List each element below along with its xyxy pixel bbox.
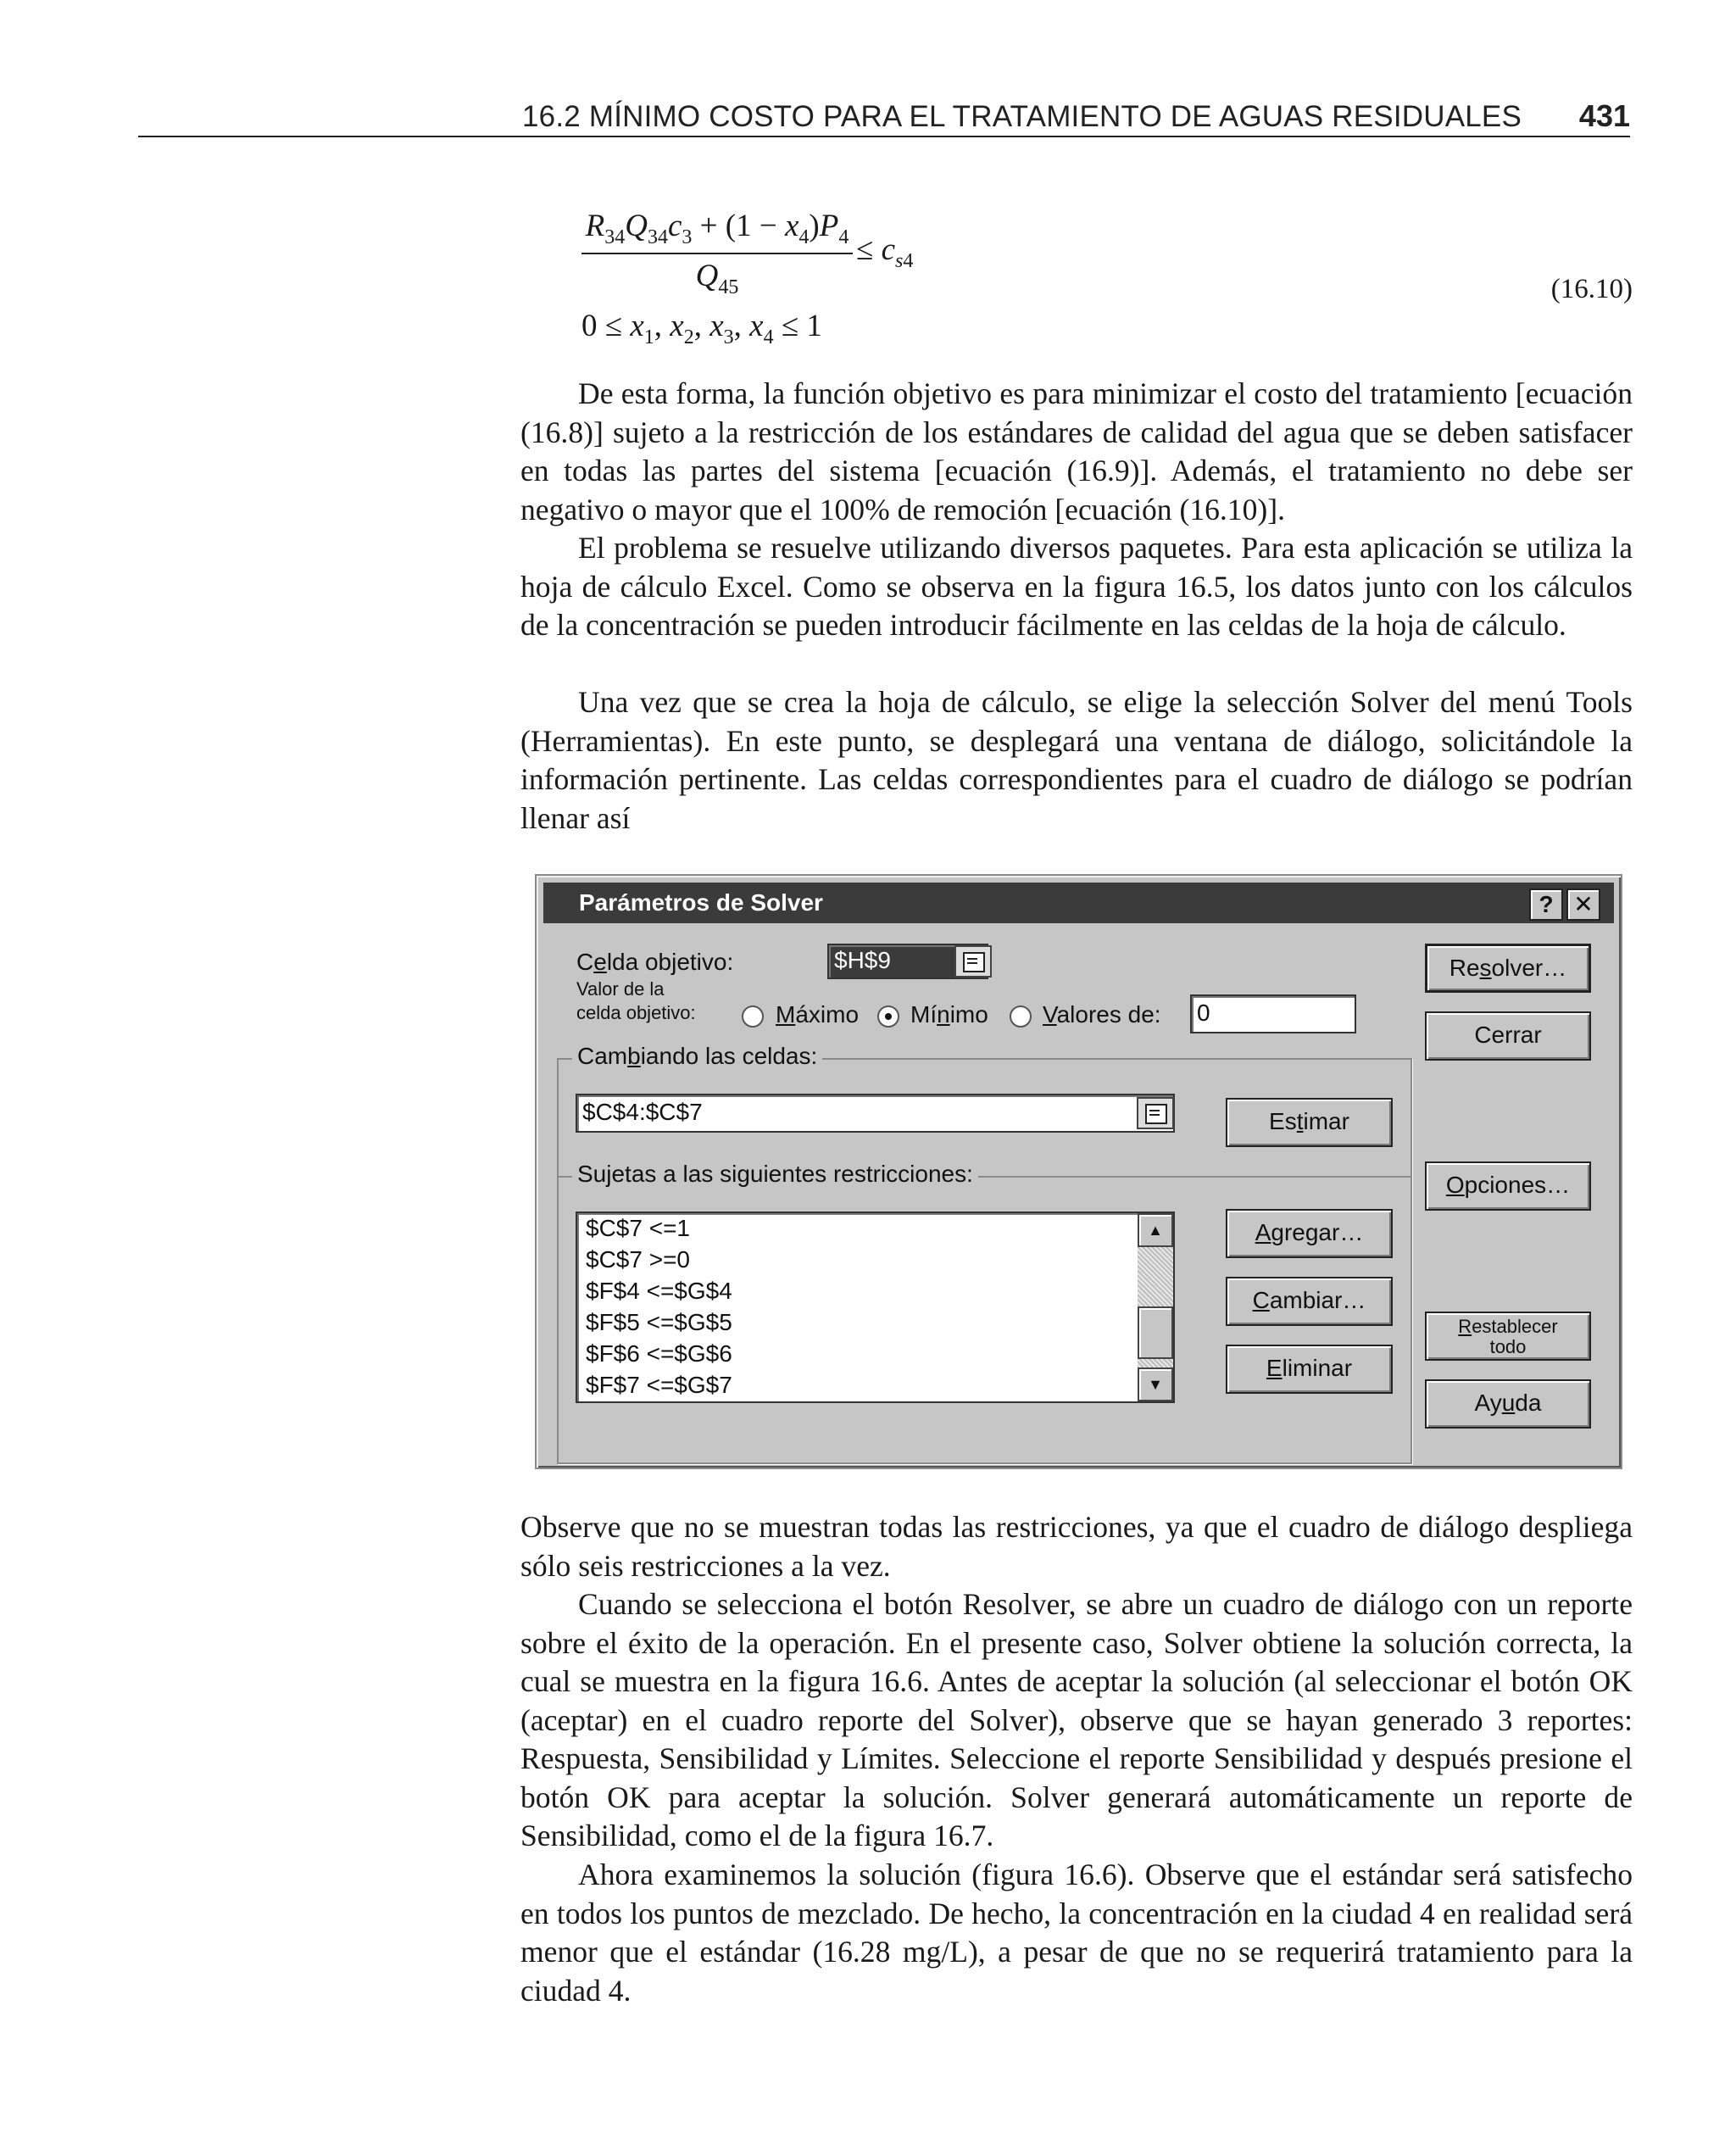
reset-all-button[interactable]: Restablecer todo <box>1425 1312 1591 1361</box>
close-button[interactable]: Cerrar <box>1425 1011 1591 1061</box>
solve-button[interactable]: Resolver… <box>1425 944 1591 993</box>
radio-minimum[interactable] <box>877 1005 899 1028</box>
constraint-item[interactable]: $F$6 <=$G$6 <box>586 1340 732 1367</box>
scroll-down-icon[interactable]: ▼ <box>1138 1367 1173 1401</box>
add-button[interactable]: Agregar… <box>1226 1209 1393 1258</box>
radio-maximum-label: Máximo <box>776 1001 860 1028</box>
changing-cells-label: Cambiando las celdas: <box>572 1043 822 1070</box>
radio-value-of[interactable] <box>1010 1005 1032 1028</box>
equation-16-10 <box>581 208 1633 352</box>
objective-cell-input[interactable]: $H$9 <box>827 944 988 979</box>
constraint-item[interactable]: $C$7 >=0 <box>586 1246 690 1273</box>
constraint-fraction: $\frac{R_{34}Q_{34}c_3 + (1 - x_4)P_4}{Q_{45}}$ <box>581 208 853 299</box>
constraint-rhs: ≤ $c_{s4}$ <box>856 232 914 272</box>
equation-number: (16.10) <box>1550 274 1633 304</box>
value-of-label-line2: celda objetivo: <box>576 1002 696 1023</box>
constraint-item[interactable]: $F$4 <=$G$4 <box>586 1278 732 1304</box>
paragraph-3: Una vez que se crea la hoja de cálculo, se elige la selección Solver del menú Tools (Herramientas). En este punto, se desplegará una ventana de diálogo, solicitándole la información pertinente. Las celdas correspondientes para el cuadro de diálogo se podrían llenar así <box>520 685 1633 835</box>
objective-cell-label: Celda objetivo: <box>576 949 734 975</box>
changing-cells-input[interactable]: $C$4:$C$7 <box>576 1094 1175 1133</box>
value-of-input[interactable]: 0 <box>1190 994 1356 1033</box>
help-button[interactable]: Ayuda <box>1425 1379 1591 1429</box>
constraint-item[interactable]: $F$7 <=$G$7 <box>586 1372 732 1398</box>
help-question-button[interactable]: ? <box>1529 888 1563 921</box>
running-head <box>138 93 1630 137</box>
bounds-constraint: $0 \le x_1$, $x_2$, $x_3$, $x_4 \le 1$ <box>581 309 822 348</box>
solver-parameters-dialog <box>535 874 1622 1469</box>
constraints-label: Sujetas a las siguientes restricciones: <box>572 1161 978 1188</box>
page-number: 431 <box>1578 98 1630 133</box>
radio-minimum-label: Mínimo <box>910 1001 988 1028</box>
paragraph-4: Observe que no se muestran todas las restricciones, ya que el cuadro de diálogo despliega sólo seis restricciones a la vez. <box>520 1510 1633 1583</box>
value-of-label-line1: Valor de la <box>576 978 665 1000</box>
paragraph-2: El problema se resuelve utilizando diversos paquetes. Para esta aplicación se utiliza la hoja de cálculo Excel. Como se observa en la figura 16.5, los datos junto con los cálculos de la concentración se pueden introducir fácilmente en las celdas de la hoja de cálculo. <box>520 531 1633 642</box>
paragraph-6: Ahora examinemos la solución (figura 16.6). Observe que el estándar será satisfecho en todos los puntos de mezclado. De hecho, la concentración en la ciudad 4 en realidad será menor que el estándar (16.28 mg/L), a pesar de que no se requerirá tratamiento para la ciudad 4. <box>520 1858 1633 2008</box>
change-button[interactable]: Cambiar… <box>1226 1277 1393 1326</box>
guess-button[interactable]: Estimar <box>1226 1098 1393 1147</box>
section-title: 16.2 MÍNIMO COSTO PARA EL TRATAMIENTO DE AGUAS RESIDUALES <box>522 100 1522 133</box>
constraints-scrollbar[interactable] <box>1138 1213 1173 1401</box>
paragraph-1: De esta forma, la función objetivo es para minimizar el costo del tratamiento [ecuación (16.8)] sujeto a la restricción de los estándares de calidad del agua que se deben satisfacer en todas las partes del sistema [ecuación (16.9)]. Además, el tratamiento no debe ser negativo o mayor que el 100% de remoción [ecuación (16.10)]. <box>520 376 1633 526</box>
radio-value-of-label: Valores de: <box>1043 1001 1161 1028</box>
radio-maximum[interactable] <box>742 1005 764 1028</box>
close-x-button[interactable]: ✕ <box>1566 888 1600 921</box>
changing-collapse-icon[interactable] <box>1137 1097 1174 1129</box>
paragraph-5: Cuando se selecciona el botón Resolver, se abre un cuadro de diálogo con un reporte sobre el éxito de la operación. En el presente caso, Solver obtiene la solución correcta, la cual se muestra en la figura 16.6. Antes de aceptar la solución (al seleccionar el botón OK (aceptar) en el cuadro reporte del Solver), observe que se hayan generado 3 reportes: Respuesta, Sensibilidad y Límites. Seleccione el reporte Sensibilidad y después presione el botón OK para aceptar la solución. Solver generará automáticamente un reporte de Sensibilidad, como el de la figura 16.7. <box>520 1587 1633 1852</box>
options-button[interactable]: Opciones… <box>1425 1161 1591 1211</box>
objective-collapse-icon[interactable] <box>954 945 992 978</box>
constraint-item[interactable]: $C$7 <=1 <box>586 1215 690 1241</box>
dialog-title: Parámetros de Solver <box>579 889 823 916</box>
constraints-list[interactable] <box>576 1211 1175 1403</box>
constraint-item[interactable]: $F$5 <=$G$5 <box>586 1309 732 1335</box>
dialog-titlebar <box>543 883 1614 923</box>
scroll-thumb[interactable] <box>1138 1306 1173 1359</box>
scroll-up-icon[interactable]: ▲ <box>1138 1213 1173 1247</box>
delete-button[interactable]: Eliminar <box>1226 1345 1393 1394</box>
